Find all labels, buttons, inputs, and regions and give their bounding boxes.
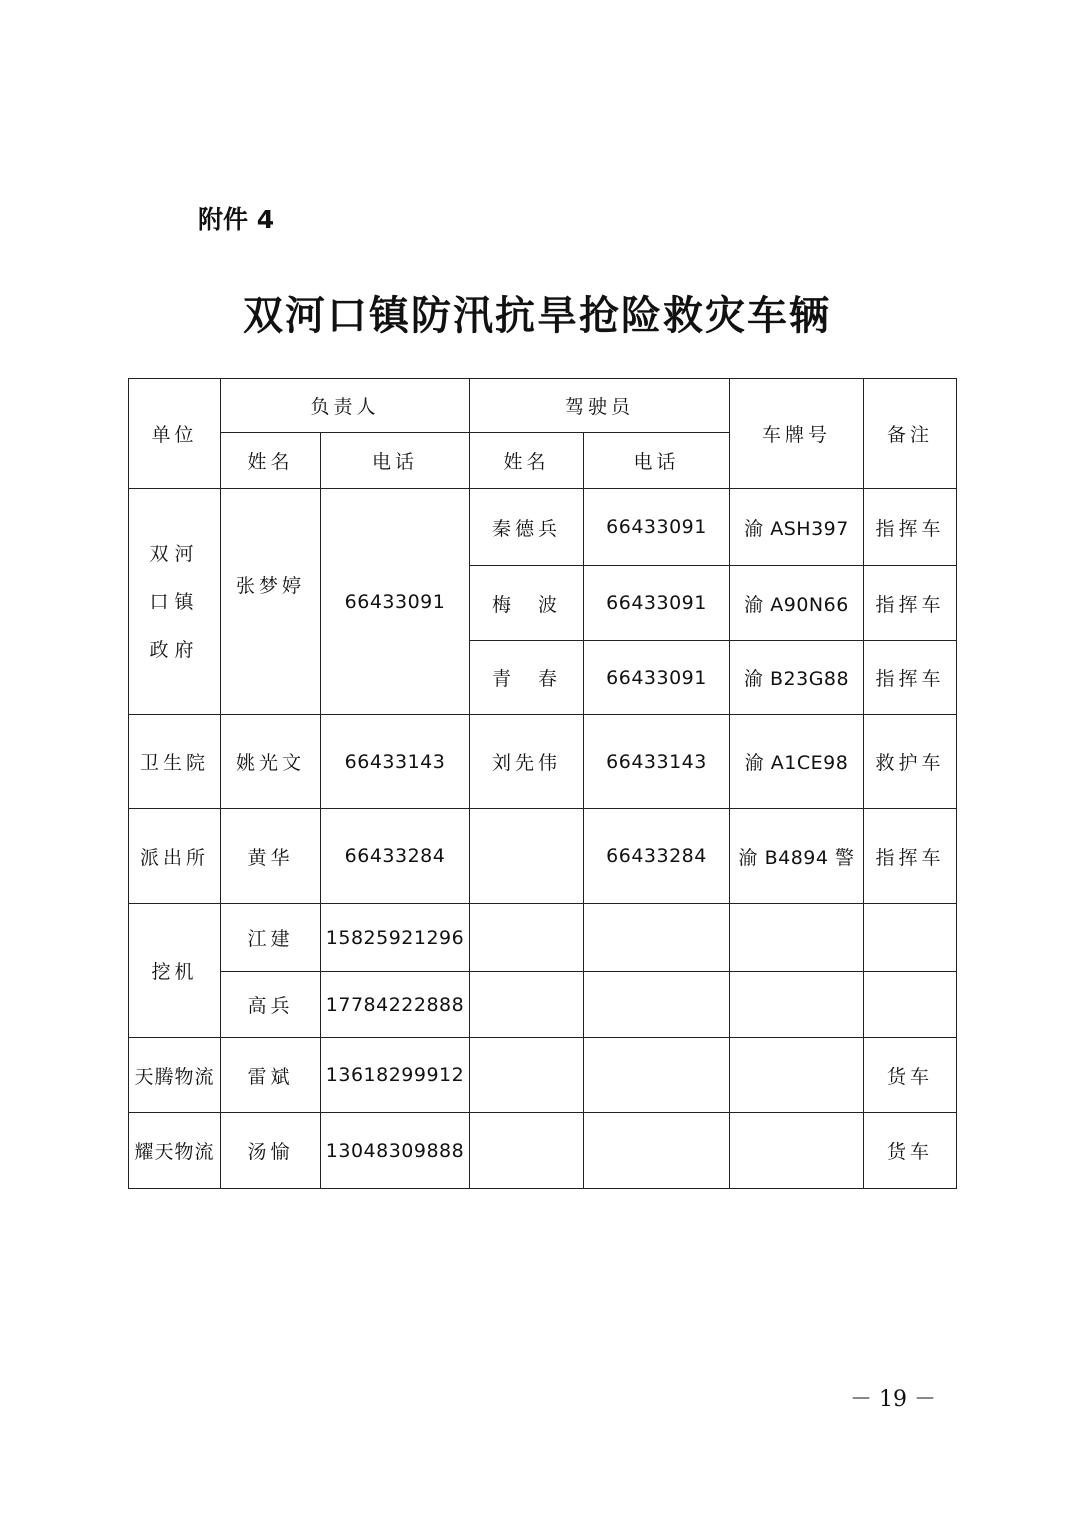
excavator-name: 江建 <box>221 904 321 972</box>
tianteng-resp-name: 雷斌 <box>221 1038 321 1113</box>
empty-cell <box>584 1113 730 1189</box>
hospital-resp-name: 姚光文 <box>221 715 321 809</box>
excavator-phone: 17784222888 <box>321 972 470 1038</box>
police-driver-name <box>470 809 584 904</box>
empty-cell <box>470 1113 584 1189</box>
gov-resp-phone: 66433091 <box>321 489 470 715</box>
empty-cell <box>584 1038 730 1113</box>
gov-plate: 渝 B23G88 <box>730 641 864 715</box>
gov-plate: 渝 A90N66 <box>730 566 864 641</box>
police-resp-phone: 66433284 <box>321 809 470 904</box>
header-resp-phone: 电话 <box>321 433 470 489</box>
gov-driver-phone: 66433091 <box>584 566 730 641</box>
excavator-name: 高兵 <box>221 972 321 1038</box>
header-row <box>129 379 957 433</box>
tianteng-unit: 天腾物流 <box>129 1038 221 1113</box>
gov-unit-cell <box>129 489 221 715</box>
empty-cell <box>470 972 584 1038</box>
gov-driver-phone: 66433091 <box>584 641 730 715</box>
header-responsible: 负责人 <box>221 379 470 433</box>
gov-plate: 渝 ASH397 <box>730 489 864 566</box>
police-resp-name: 黄华 <box>221 809 321 904</box>
empty-cell <box>584 972 730 1038</box>
header-driver: 驾驶员 <box>470 379 730 433</box>
table-row <box>129 972 957 1038</box>
empty-cell <box>864 904 957 972</box>
table-row <box>129 904 957 972</box>
police-plate: 渝 B4894 警 <box>730 809 864 904</box>
table-row <box>129 1038 957 1113</box>
gov-unit: 双河口镇政府 <box>149 542 200 661</box>
yaotian-unit: 耀天物流 <box>129 1113 221 1189</box>
hospital-plate: 渝 A1CE98 <box>730 715 864 809</box>
gov-resp-name: 张梦婷 <box>221 489 321 715</box>
header-unit: 单位 <box>129 379 221 489</box>
header-plate: 车牌号 <box>730 379 864 489</box>
page-title: 双河口镇防汛抗旱抢险救灾车辆 <box>243 292 831 339</box>
yaotian-resp-phone: 13048309888 <box>321 1113 470 1189</box>
header-driver-phone: 电话 <box>584 433 730 489</box>
gov-driver-name: 梅 波 <box>470 566 584 641</box>
header-driver-name: 姓名 <box>470 433 584 489</box>
hospital-resp-phone: 66433143 <box>321 715 470 809</box>
table-row <box>129 489 957 566</box>
hospital-driver-phone: 66433143 <box>584 715 730 809</box>
gov-driver-name: 青 春 <box>470 641 584 715</box>
hospital-unit: 卫生院 <box>129 715 221 809</box>
yaotian-resp-name: 汤愉 <box>221 1113 321 1189</box>
gov-driver-phone: 66433091 <box>584 489 730 566</box>
gov-note: 指挥车 <box>864 489 957 566</box>
page-number: － 19 － <box>850 1387 936 1412</box>
gov-note: 指挥车 <box>864 566 957 641</box>
table-row <box>129 1113 957 1189</box>
empty-cell <box>470 904 584 972</box>
empty-cell <box>730 1038 864 1113</box>
vehicle-table <box>128 378 957 1189</box>
empty-cell <box>864 972 957 1038</box>
gov-note: 指挥车 <box>864 641 957 715</box>
empty-cell <box>730 1113 864 1189</box>
police-driver-phone: 66433284 <box>584 809 730 904</box>
header-resp-name: 姓名 <box>221 433 321 489</box>
police-unit: 派出所 <box>129 809 221 904</box>
table-row <box>129 715 957 809</box>
yaotian-note: 货车 <box>864 1113 957 1189</box>
police-note: 指挥车 <box>864 809 957 904</box>
empty-cell <box>730 904 864 972</box>
empty-cell <box>730 972 864 1038</box>
tianteng-resp-phone: 13618299912 <box>321 1038 470 1113</box>
attachment-label: 附件 4 <box>198 205 275 234</box>
header-note: 备注 <box>864 379 957 489</box>
hospital-note: 救护车 <box>864 715 957 809</box>
hospital-driver-name: 刘先伟 <box>470 715 584 809</box>
empty-cell <box>584 904 730 972</box>
gov-driver-name: 秦德兵 <box>470 489 584 566</box>
excavator-phone: 15825921296 <box>321 904 470 972</box>
empty-cell <box>470 1038 584 1113</box>
excavator-unit: 挖机 <box>129 904 221 1038</box>
table-row <box>129 809 957 904</box>
tianteng-note: 货车 <box>864 1038 957 1113</box>
